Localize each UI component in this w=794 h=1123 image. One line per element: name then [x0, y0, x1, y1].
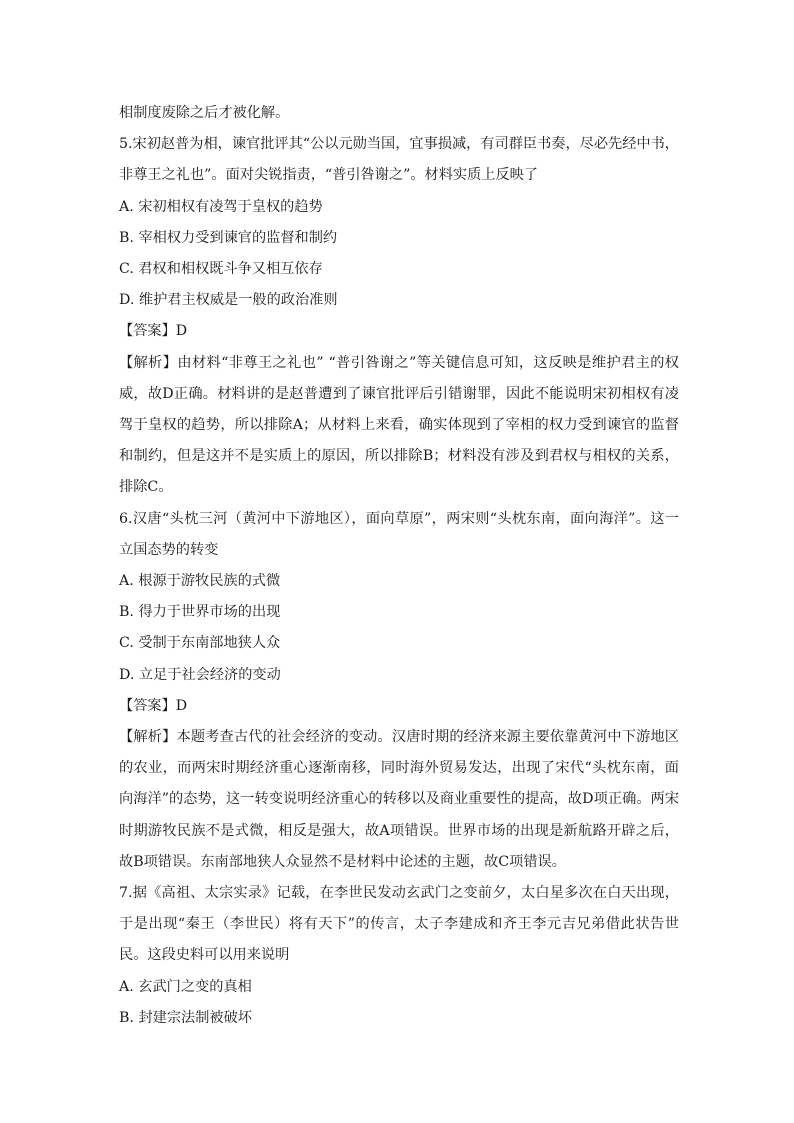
question-stem: 7.据《高祖、太宗实录》记载，在李世民发动玄武门之变前夕，太白星多次在白天出现，于是出现“秦王（李世民）将有天下”的传言，太子李建成和齐王李元吉兄弟借此状告世民。这段史料可以用来说明	[119, 885, 679, 964]
answer-label: 【答案】D	[119, 323, 188, 340]
option-c: C. 君权和相权既斗争又相互依存	[119, 261, 323, 278]
document-body	[119, 98, 679, 1034]
question-stem: 6.汉唐“头枕三河（黄河中下游地区），面向草原”，两宋则“头枕东南，面向海洋”。这一立国态势的转变	[119, 510, 679, 558]
option-a: A. 根源于游牧民族的式微	[119, 573, 281, 590]
question-stem: 5.宋初赵普为相，谏官批评其“公以元勋当国，宜事损减，有司群臣书奏，尽必先经中书，非尊王之礼也”。面对尖锐指责，“普引咎谢之”。材料实质上反映了	[119, 136, 679, 184]
answer-label: 【答案】D	[119, 697, 188, 714]
option-a: A. 宋初相权有凌驾于皇权的趋势	[119, 198, 323, 215]
analysis-text: 【解析】本题考查古代的社会经济的变动。汉唐时期的经济来源主要依靠黄河中下游地区的农业，而两宋时期经济重心逐渐南移，同时海外贸易发达，出现了宋代“头枕东南，面向海洋”的态势，这一转变说明经济重心的转移以及商业重要性的提高，故D项正确。两宋时期游牧民族不是式微，相反是强大，故A项错误。世界市场的出现是新航路开辟之后，故B项错误。东南部地狭人众显然不是材料中论述的主题，故C项错误。	[119, 729, 679, 870]
question-7	[119, 878, 679, 1034]
option-a: A. 玄武门之变的真相	[119, 978, 252, 995]
option-d: D. 维护君主权威是一般的政治准则	[119, 292, 338, 309]
continuation-text: 相制度废除之后才被化解。	[119, 105, 290, 121]
option-d: D. 立足于社会经济的变动	[119, 666, 281, 683]
option-b: B. 宰相权力受到谏官的监督和制约	[119, 229, 338, 246]
option-c: C. 受制于东南部地狭人众	[119, 635, 281, 652]
option-b: B. 封建宗法制被破坏	[119, 1009, 252, 1026]
analysis-text: 【解析】由材料“非尊王之礼也” “普引咎谢之”等关键信息可知，这反映是维护君主的权威，故D正确。材料讲的是赵普遭到了谏官批评后引错谢罪，因此不能说明宋初相权有凌驾于皇权的趋势，所以排除A；从材料上来看，确实体现到了宰相的权力受到谏官的监督和制约，但是这并不是实质上的原因，所以排除B；材料没有涉及到君权与相权的关系，排除C。	[119, 354, 679, 496]
question-6	[119, 504, 679, 878]
question-5	[119, 129, 679, 503]
option-b: B. 得力于世界市场的出现	[119, 604, 281, 621]
